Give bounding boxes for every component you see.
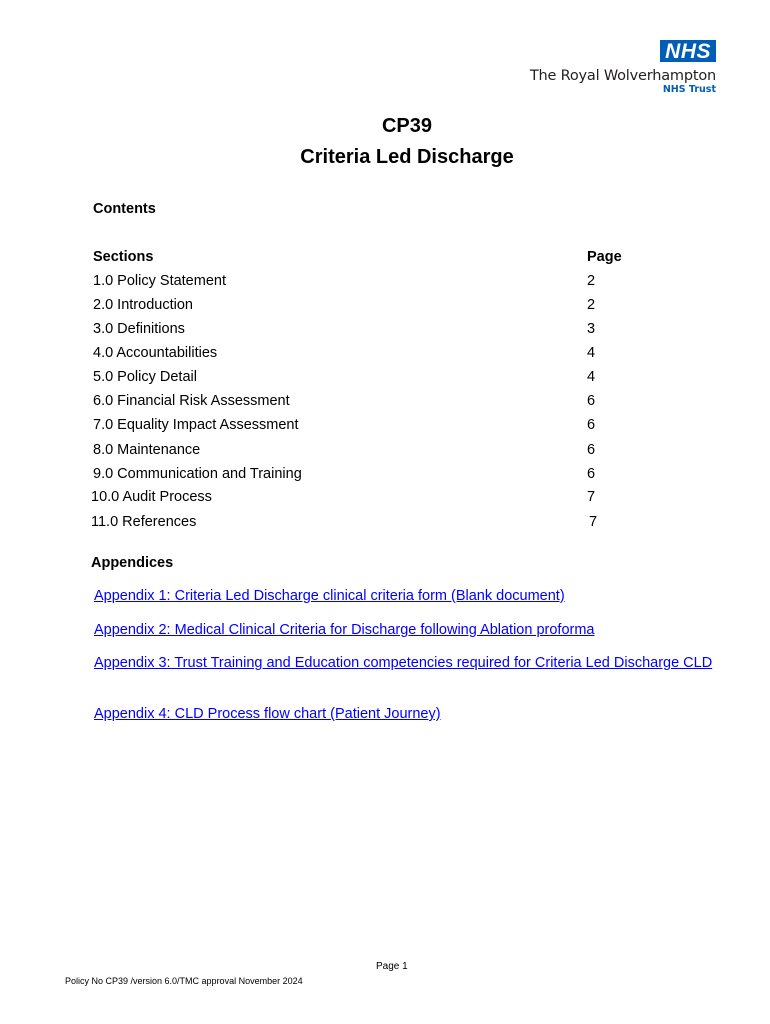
toc-row[interactable] <box>0 466 770 486</box>
toc-section-title: 10.0 Audit Process <box>91 489 212 505</box>
appendix-2-link[interactable]: Appendix 2: Medical Clinical Criteria for Discharge following Ablation proforma <box>94 622 595 638</box>
document-title: Criteria Led Discharge <box>300 146 514 168</box>
toc-section-title: 5.0 Policy Detail <box>93 369 197 385</box>
toc-row[interactable] <box>0 345 770 365</box>
toc-section-title: 4.0 Accountabilities <box>93 345 218 361</box>
document-code: CP39 <box>381 115 433 137</box>
toc-row[interactable] <box>0 514 770 534</box>
appendices-heading: Appendices <box>91 555 174 571</box>
toc-row[interactable] <box>0 369 770 389</box>
appendix-4-link[interactable]: Appendix 4: CLD Process flow chart (Patient Journey) <box>94 706 441 722</box>
toc-page-number: 4 <box>587 369 596 385</box>
toc-section-title: 7.0 Equality Impact Assessment <box>93 417 299 433</box>
page-number: Page 1 <box>376 961 408 972</box>
appendix-3-link[interactable]: Appendix 3: Trust Training and Education competencies required for Criteria Led Discharge CLD <box>94 655 713 671</box>
toc-row[interactable] <box>0 297 770 317</box>
toc-row[interactable] <box>0 273 770 293</box>
toc-section-title: 3.0 Definitions <box>93 321 185 337</box>
toc-page-header: Page <box>587 249 622 265</box>
appendix-1-link[interactable]: Appendix 1: Criteria Led Discharge clinical criteria form (Blank document) <box>94 588 565 604</box>
toc-header-row <box>0 249 770 269</box>
toc-section-title: 2.0 Introduction <box>93 297 193 313</box>
toc-page-number: 4 <box>587 345 596 361</box>
toc-row[interactable] <box>0 393 770 413</box>
toc-section-title: 6.0 Financial Risk Assessment <box>93 393 290 409</box>
toc-row[interactable] <box>0 489 770 509</box>
toc-page-number: 2 <box>587 297 596 313</box>
toc-page-number: 7 <box>587 489 596 505</box>
toc-row[interactable] <box>0 417 770 437</box>
footer-policy-text: Policy No CP39 /version 6.0/TMC approval November 2024 <box>65 976 303 986</box>
toc-section-title: 8.0 Maintenance <box>93 442 201 458</box>
trust-name: The Royal Wolverhampton <box>529 68 716 84</box>
toc-section-title: 9.0 Communication and Training <box>93 466 302 482</box>
toc-sections-header: Sections <box>93 249 154 265</box>
trust-suffix: NHS Trust <box>662 84 716 95</box>
toc-page-number: 6 <box>587 417 596 433</box>
toc-page-number: 2 <box>587 273 596 289</box>
toc-section-title: 1.0 Policy Statement <box>93 273 226 289</box>
nhs-trust-logo <box>530 40 716 95</box>
toc-row[interactable] <box>0 321 770 341</box>
toc-section-title: 11.0 References <box>91 514 197 530</box>
toc-page-number: 3 <box>587 321 596 337</box>
nhs-logo-badge: NHS <box>660 40 716 62</box>
toc-page-number: 7 <box>589 514 598 530</box>
toc-page-number: 6 <box>587 442 596 458</box>
contents-heading: Contents <box>93 201 156 217</box>
toc-page-number: 6 <box>587 466 596 482</box>
toc-row[interactable] <box>0 442 770 462</box>
toc-page-number: 6 <box>587 393 596 409</box>
